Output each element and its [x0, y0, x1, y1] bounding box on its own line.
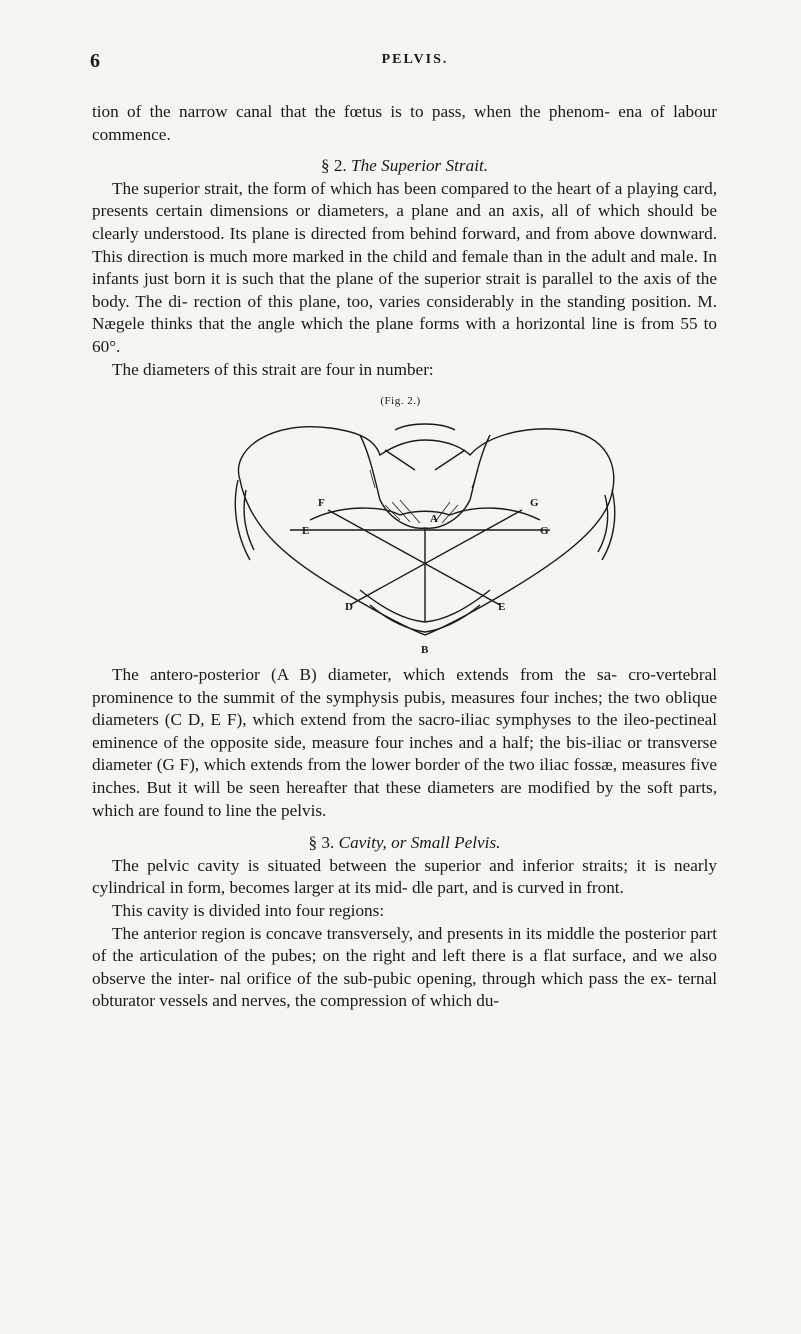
pelvic-brim [310, 508, 540, 520]
sacral-lines [385, 450, 465, 470]
section-3-paragraph-3: The anterior region is concave transversely, and presents in its middle the posterior part of the articulation of the pubes; on the right and left there is a flat surface, and we also observe the inter- nal orifice of the sub-pubic opening, through which pass the ex- ternal obturator vessels and nerves, the compression of which du- [92, 923, 717, 1011]
label-b: B [421, 644, 429, 656]
pelvis-diagram [210, 410, 630, 656]
label-e-left: E [302, 525, 310, 537]
right-iliac-wing [602, 490, 615, 560]
label-f: F [318, 497, 325, 509]
section-2-number: § 2. [320, 156, 347, 176]
section-3-title: Cavity, or Small Pelvis. [338, 833, 501, 853]
diameters-paragraph: The antero-posterior (A B) diameter, which extends from the sa- cro-vertebral prominence to the summit of the symphysis pubis, measures four inches; the two oblique diameters (C D, E F), which extend from the sacro-iliac symphyses to the ileo-pectineal eminence of the opposite side, measure four inches and a half; the bis-iliac or transverse diameter (G F), which extends from the lower border of the two iliac fossæ, measures five inches. But it will be seen hereafter that these diameters are modified by the soft parts, which are found to line the pelvis. [92, 665, 717, 820]
section-2-heading [92, 155, 717, 178]
running-head: PELVIS. [381, 52, 449, 67]
diameter-c-d [328, 510, 500, 605]
section-3-heading [92, 832, 717, 855]
page-header [90, 50, 740, 74]
section-3-paragraph-1: The pelvic cavity is situated between the superior and inferior straits; it is nearly cylindrical in form, becomes larger at its mid- dle part, and is curved in front. [92, 855, 717, 898]
section-3-number: § 3. [308, 833, 335, 853]
page-number: 6 [90, 50, 100, 72]
label-g-upper: G [530, 497, 539, 509]
intro-paragraph: tion of the narrow canal that the fœtus is to pass, when the phenom- ena of labour commence. [92, 102, 717, 144]
label-g-lower: G [540, 525, 549, 537]
section-2-title: The Superior Strait. [351, 156, 489, 176]
lower-text-block [92, 664, 717, 1013]
figure-caption: (Fig. 2.) [380, 395, 421, 407]
section-2-paragraph-2: The diameters of this strait are four in number: [112, 359, 434, 379]
sacrum [360, 435, 490, 528]
right-iliac-inner [598, 495, 608, 552]
sacral-promontory [395, 424, 455, 430]
label-d: D [345, 601, 353, 613]
label-a: A [430, 513, 438, 525]
label-e-right: E [498, 601, 506, 613]
section-2-paragraph-1: The superior strait, the form of which has been compared to the heart of a playing card, presents certain dimensions or diameters, a plane and an axis, all of which should be clearly understood. Its plane is directed from behind forward, and from above downward. This direction is much more marked in the child and female than in the adult and male. In infants just born it is such that the plane of the superior strait is parallel to the axis of the body. The di- rection of this plane, too, varies considerably in the standing position. M. Nægele thinks that the angle which the plane forms with a horizontal line is from 55 to 60°. [92, 178, 717, 356]
upper-text-block [92, 101, 717, 381]
section-3-paragraph-2: This cavity is divided into four regions: [112, 900, 385, 920]
pelvis-outline [238, 427, 613, 635]
